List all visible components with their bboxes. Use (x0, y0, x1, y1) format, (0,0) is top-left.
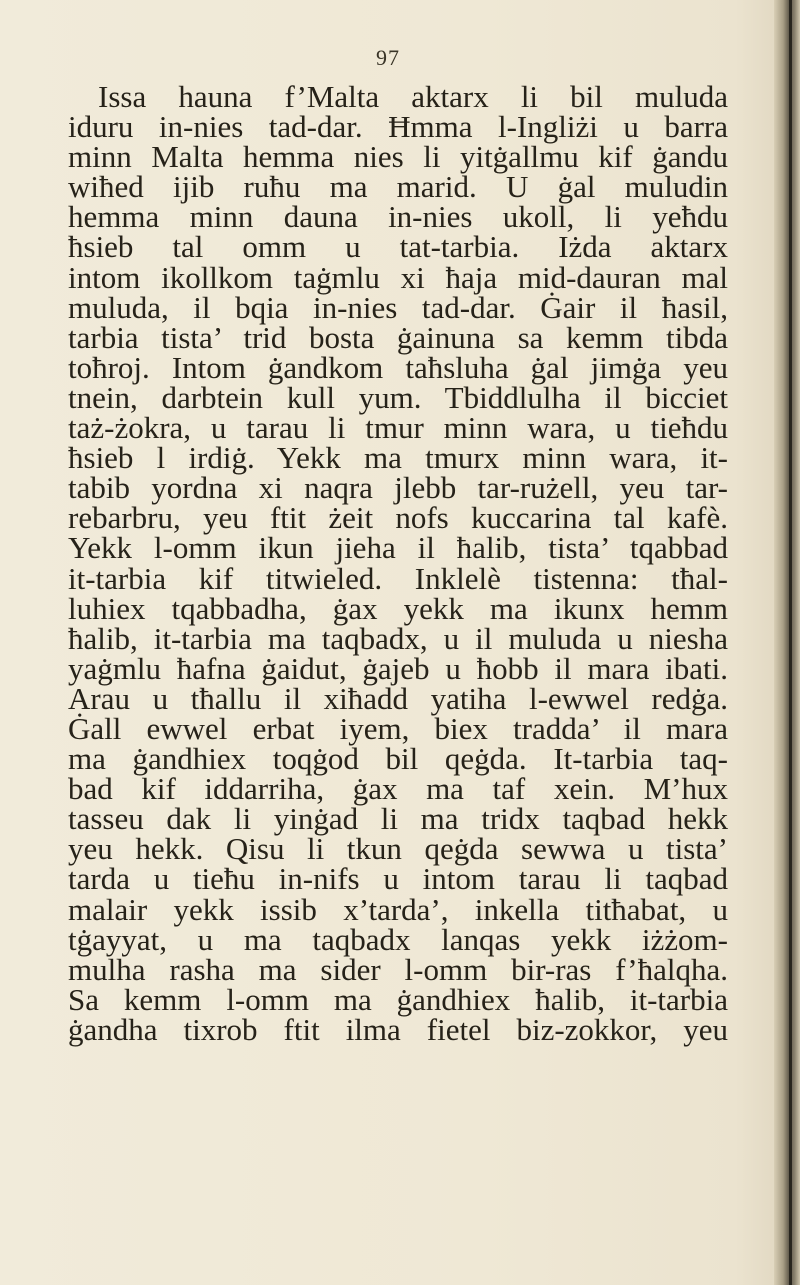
text-line: muluda, il bqia in-nies tad-dar. Ġair il ħasil, (68, 289, 728, 325)
text-line: hemma minn dauna in-nies ukoll, li yeħdu (68, 199, 728, 235)
text-line: ma ġandhiex toqġod bil qeġda. It-tarbia taq- (68, 741, 728, 777)
text-line: intom ikollkom taġmlu xi ħaja mid-dauran mal (68, 259, 728, 295)
text-line: tġayyat, u ma taqbadx lanqas yekk iżżom- (68, 921, 728, 957)
book-spine-shadow (774, 0, 800, 1285)
text-line: Yekk l-omm ikun jieha il ħalib, tista’ tqabbad (68, 530, 728, 566)
text-line: iduru in-nies tad-dar. Ħmma l-Ingliżi u barra (68, 109, 728, 145)
text-line: tasseu dak li yinġad li ma tridx taqbad hekk (68, 801, 728, 837)
text-line: Issa hauna f’Malta aktarx li bil muluda (98, 79, 728, 114)
body-text (68, 79, 728, 1047)
binding-edge (789, 0, 792, 1285)
text-line: toħroj. Intom ġandkom taħsluha ġal jimġa yeu (68, 349, 728, 385)
text-line: mulha rasha ma sider l-omm bir-ras f’ħalqha. (68, 951, 728, 987)
text-line: tarbia tista’ trid bosta ġainuna sa kemm tibda (68, 319, 728, 355)
text-line: Arau u tħallu il xiħadd yatiha l-ewwel redġa. (68, 680, 728, 716)
text-line: rebarbru, yeu ftit żeit nofs kuccarina tal kafè. (68, 500, 728, 536)
text-line: yaġmlu ħafna ġaidut, ġajeb u ħobb il mara ibati. (68, 650, 728, 686)
text-line: it-tarbia kif titwieled. Inklelè tistenna: tħal- (68, 560, 728, 596)
text-line: wiħed ijib ruħu ma marid. U ġal muludin (68, 169, 728, 205)
text-line: Ġall ewwel erbat iyem, biex tradda’ il mara (68, 710, 728, 746)
text-line: ħsieb l irdiġ. Yekk ma tmurx minn wara, it- (68, 440, 728, 476)
text-line: tnein, darbtein kull yum. Tbiddlulha il bicciet (68, 379, 728, 415)
text-line: yeu hekk. Qisu li tkun qeġda sewwa u tista’ (68, 831, 728, 867)
text-line: bad kif iddarriha, ġax ma taf xein. M’hux (68, 771, 728, 807)
page-number: 97 (376, 45, 400, 70)
text-line: tarda u tieħu in-nifs u intom tarau li taqbad (68, 861, 728, 897)
text-line: malair yekk issib x’tarda’, inkella titħabat, u (68, 891, 728, 927)
text-line: ħsieb tal omm u tat-tarbia. Iżda aktarx (68, 229, 728, 265)
text-line: luhiex tqabbadha, ġax yekk ma ikunx hemm (68, 590, 728, 626)
text-line: tabib yordna xi naqra jlebb tar-rużell, yeu tar- (68, 470, 728, 506)
text-line: ħalib, it-tarbia ma taqbadx, u il muluda u niesha (68, 620, 728, 656)
text-line: ġandha tixrob ftit ilma fietel biz-zokkor, yeu (68, 1011, 728, 1047)
text-line: Sa kemm l-omm ma ġandhiex ħalib, it-tarbia (68, 981, 728, 1017)
text-line: minn Malta hemma nies li yitġallmu kif ġandu (68, 139, 728, 175)
text-line: taż-żokra, u tarau li tmur minn wara, u tieħdu (68, 410, 728, 446)
